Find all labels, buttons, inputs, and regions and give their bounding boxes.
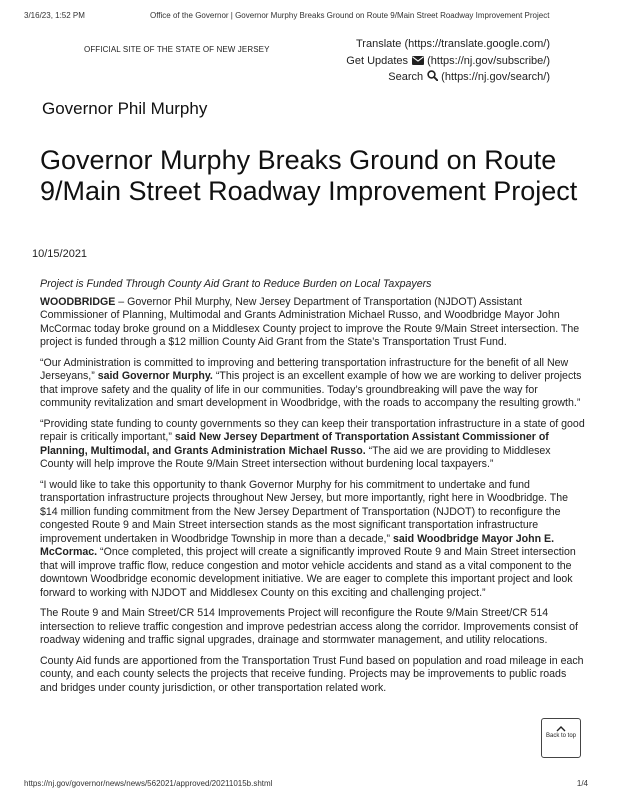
back-to-top-label: Back to top bbox=[545, 733, 577, 739]
envelope-icon bbox=[412, 56, 424, 65]
paragraph-2-attribution: said Governor Murphy. bbox=[97, 370, 213, 382]
paragraph-4-attribution: said Woodbridge Mayor John E. McCormac. bbox=[40, 532, 555, 558]
back-to-top-button[interactable] bbox=[541, 718, 581, 758]
get-updates-url: (https://nj.gov/subscribe/) bbox=[427, 55, 550, 67]
article-subtitle: Project is Funded Through County Aid Grant to Reduce Burden on Local Taxpayers bbox=[40, 278, 432, 290]
search-icon bbox=[427, 70, 438, 81]
paragraph-1-text: – Governor Phil Murphy, New Jersey Department of Transportation (NJDOT) Assistant Commissioner of Planning, Multimodal and Grants Administration Michael Russo, and Woodbridge Mayor John McCormac today broke ground on a Middlesex County project to improve the Route 9/Main Street intersection. The project is funded through a $12 million County Aid Grant from the State’s Transportation Trust Fund. bbox=[40, 295, 580, 348]
print-header-datetime: 3/16/23, 1:52 PM bbox=[24, 11, 85, 20]
paragraph-2-quote-cont: “This project is an excellent example of how we are working to deliver projects that improve safety and the quality of life in our communities. Today’s groundbreaking will pave the way for community revitalization and smart development in Woodbridge, with the roads to accompany the resulting growth.” bbox=[40, 370, 582, 409]
article-headline: Governor Murphy Breaks Ground on Route 9/Main Street Roadway Improvement Project bbox=[40, 145, 578, 206]
official-site-label: OFFICIAL SITE OF THE STATE OF NEW JERSEY bbox=[84, 45, 270, 54]
chevron-up-icon bbox=[556, 726, 566, 732]
dateline: WOODBRIDGE bbox=[40, 295, 116, 308]
search-label: Search bbox=[388, 71, 424, 83]
search-url: (https://nj.gov/search/) bbox=[441, 71, 550, 83]
search-link[interactable] bbox=[388, 70, 550, 83]
paragraph-4-quote-cont: “Once completed, this project will create a significantly improved Route 9 and Main Street intersection that will improve traffic flow, reduce congestion and motor vehicle accidents and stand as a vital component to the downtown Woodbridge economic development initiative. We are eager to complete this important project and look forward to working with NJDOT and Middlesex County on this exciting and challenging project.” bbox=[40, 546, 576, 599]
print-footer-page-number: 1/4 bbox=[576, 779, 588, 788]
paragraph-2 bbox=[40, 357, 585, 411]
print-header-page-title: Office of the Governor | Governor Murphy Breaks Ground on Route 9/Main Street Roadway Improvement Project bbox=[150, 11, 550, 20]
paragraph-3 bbox=[40, 418, 585, 472]
get-updates-link[interactable] bbox=[346, 55, 550, 67]
print-footer-url: https://nj.gov/governor/news/news/562021/approved/20211015b.shtml bbox=[24, 779, 273, 788]
paragraph-4 bbox=[40, 479, 585, 601]
paragraph-3-attribution: said New Jersey Department of Transportation Assistant Commissioner of Planning, Multimodal, and Grants Administration Michael Russo. bbox=[40, 431, 549, 457]
governor-name-title[interactable]: Governor Phil Murphy bbox=[42, 99, 208, 118]
paragraph-4-quote: “I would like to take this opportunity to thank Governor Murphy for his commitment to undertake and fund transportation infrastructure projects throughout New Jersey, but more importantly, right here in Woodbridge. The $14 million funding commitment from the New Jersey Department of Transportation (NJDOT) to reconfigure the congested Route 9 and Main Street intersection stands as the most significant transportation infrastructure improvement undertaken in Woodbridge Township in more than a decade,” bbox=[40, 478, 568, 545]
paragraph-5: The Route 9 and Main Street/CR 514 Improvements Project will reconfigure the Route 9/Main Street/CR 514 intersection to relieve traffic congestion and improve pedestrian access along the corridor. Improvements consist of roadway widening and traffic signal upgrades, drainage and stormwater management, and utility relocations. bbox=[40, 607, 579, 646]
translate-link-text: Translate (https://translate.google.com/) bbox=[355, 38, 550, 50]
translate-link[interactable] bbox=[356, 38, 550, 50]
article-date: 10/15/2021 bbox=[32, 248, 88, 260]
paragraph-1 bbox=[40, 296, 585, 350]
get-updates-label: Get Updates bbox=[346, 55, 409, 67]
article-body bbox=[40, 278, 585, 702]
paragraph-3-quote-cont: “The aid we are providing to Middlesex County will help improve the Route 9/Main Street intersection without burdening local taxpayers.” bbox=[40, 444, 551, 470]
paragraph-6: County Aid funds are apportioned from the Transportation Trust Fund based on population and road mileage in each county, and each county selects the projects that receive funding. Projects may be improvements to public roads and bridges under county jurisdiction, or other transportation related work. bbox=[40, 654, 584, 694]
paragraph-3-quote: “Providing state funding to county governments so they can keep their transportation infrastructure in a state of good repair is critically important,” bbox=[40, 417, 585, 443]
paragraph-2-quote: “Our Administration is committed to improving and bettering transportation infrastructure for the benefit of all New Jerseyans,” bbox=[40, 356, 569, 382]
